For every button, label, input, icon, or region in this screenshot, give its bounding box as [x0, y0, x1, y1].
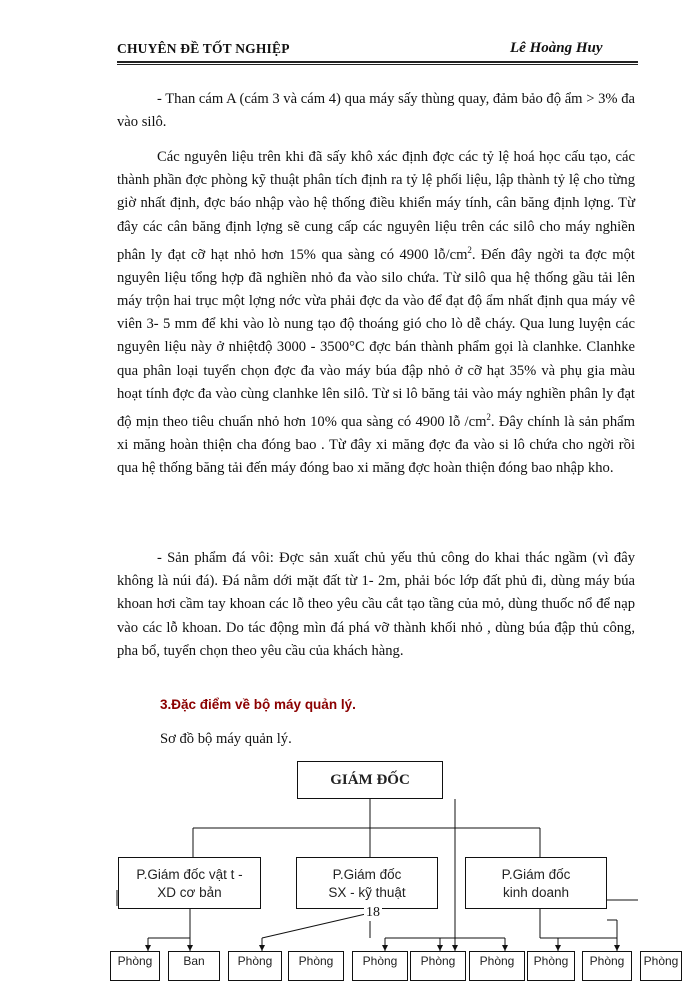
paragraph-limestone: - Sản phẩm đá vôi: Đợc sản xuất chủ yếu thủ công do khai thác ngầm (vì đây không là núi đá). Đá nằm dới mặt đất từ 1- 2m, phải bóc lớp đất phủ đi, dùng máy búa khoan hơi cầm tay khoan các lỗ theo yêu cầu cắt tạo tầng của mỏ, dùng thuốc nổ để nạp vào các lỗ khoan. Do tác động mìn đá phá vỡ thành khối nhỏ , dùng búa đập thủ công, pha bổ, tuyển chọn theo yêu cầu của khách hàng.: [117, 550, 635, 659]
org-department-box: Phòng: [410, 951, 466, 981]
org-box-line: P.Giám đốc: [501, 867, 571, 882]
org-box-line: P.Giám đốc: [332, 867, 402, 882]
paragraph-text-part: Các nguyên liệu trên khi đã sấy khô xác định đợc các tỷ lệ hoá học cấu tạo, các thành phần đợc phòng kỹ thuật phân tích định ra tỷ lệ phối liệu, lập thành tỷ lệ cho từng giờ nhất định, đợc báo nhập vào hệ thống điều khiển máy tính, cân băng định lợng. Từ đây các cân băng định lợng sẽ cung cấp các nguyên liệu trên các silô cho máy nghiền phân ly đạt cỡ hạt nhỏ hơn 15% qua sàng có 4900 lỗ/cm: [117, 149, 635, 263]
org-department-box: Phòng: [582, 951, 632, 981]
org-department-box: Phòng: [527, 951, 575, 981]
paragraph-text-part: . Đến đây ngời ta đợc một nguyên liệu tổng hợp đã nghiền nhỏ đa vào silo chứa. Từ silô qua hệ thống gầu tải lên máy trộn hai trục một lợng nớc vừa phải đợc da vào để đạt độ ẩm nhất định qua máy vê viên 3- 5 mm để khi vào lò nung tạo độ thoáng gió cho lò dễ cháy. Qua lung luyện các nguyên liệu này ở nhiệtđộ 3000 - 3500°C đợc bán thành phẩm gọi là clanhke. Clanhke qua phân loại tuyển chọn đợc đa vào máy búa đập nhỏ ở cỡ hạt 35% và phụ gia màu hoạt tính đợc đa vào cùng clanhke lên silô. Từ si lô băng tải vào máy nghiền phân ly đạt độ mịn theo tiêu chuẩn nhỏ hơn 10% qua sàng có 4900 lỗ /cm: [117, 246, 635, 430]
org-department-box: Phòng: [110, 951, 160, 981]
paragraph-text-part: . Đây chính là sản phẩm xi măng hoàn thiện cha đóng bao . Từ đây xi măng đợc đa vào si lô chứa cho ngời rồi qua hệ thống băng tải đến máy đóng bao xi măng đợc hoàn thiện đóng bao nhập kho.: [117, 413, 635, 477]
org-department-box: Phòng: [469, 951, 525, 981]
org-department-box: Phòng: [228, 951, 282, 981]
org-deputy-production-box: [296, 857, 438, 909]
paragraph-coal-drying: - Than cám A (cám 3 và cám 4) qua máy sấy thùng quay, đảm bảo độ ẩm > 3% đa vào silô.: [117, 91, 635, 131]
org-deputy-construction-box: [118, 857, 261, 909]
superscript: 2: [486, 412, 491, 423]
document-header-author: Lê Hoàng Huy: [510, 40, 603, 56]
diagram-caption: Sơ đồ bộ máy quản lý.: [160, 731, 292, 747]
org-box-line: kinh doanh: [502, 885, 570, 900]
superscript: 2: [467, 244, 472, 255]
org-department-box: Phòng: [352, 951, 408, 981]
org-department-box: Phòng: [288, 951, 344, 981]
org-department-box: Phòng: [640, 951, 682, 981]
org-box-line: P.Giám đốc vật t -: [136, 867, 243, 882]
org-box-line: SX - kỹ thuật: [328, 885, 406, 900]
section-heading: 3.Đặc điểm về bộ máy quản lý.: [160, 697, 356, 712]
org-box-line: XD cơ bản: [157, 885, 222, 900]
org-ceo-box: GIÁM ĐỐC: [297, 761, 443, 799]
document-header-title: CHUYÊN ĐỀ TỐT NGHIỆP: [117, 41, 290, 56]
page-number: 18: [366, 905, 380, 920]
org-department-box: Ban: [168, 951, 220, 981]
org-deputy-business-box: [465, 857, 607, 909]
